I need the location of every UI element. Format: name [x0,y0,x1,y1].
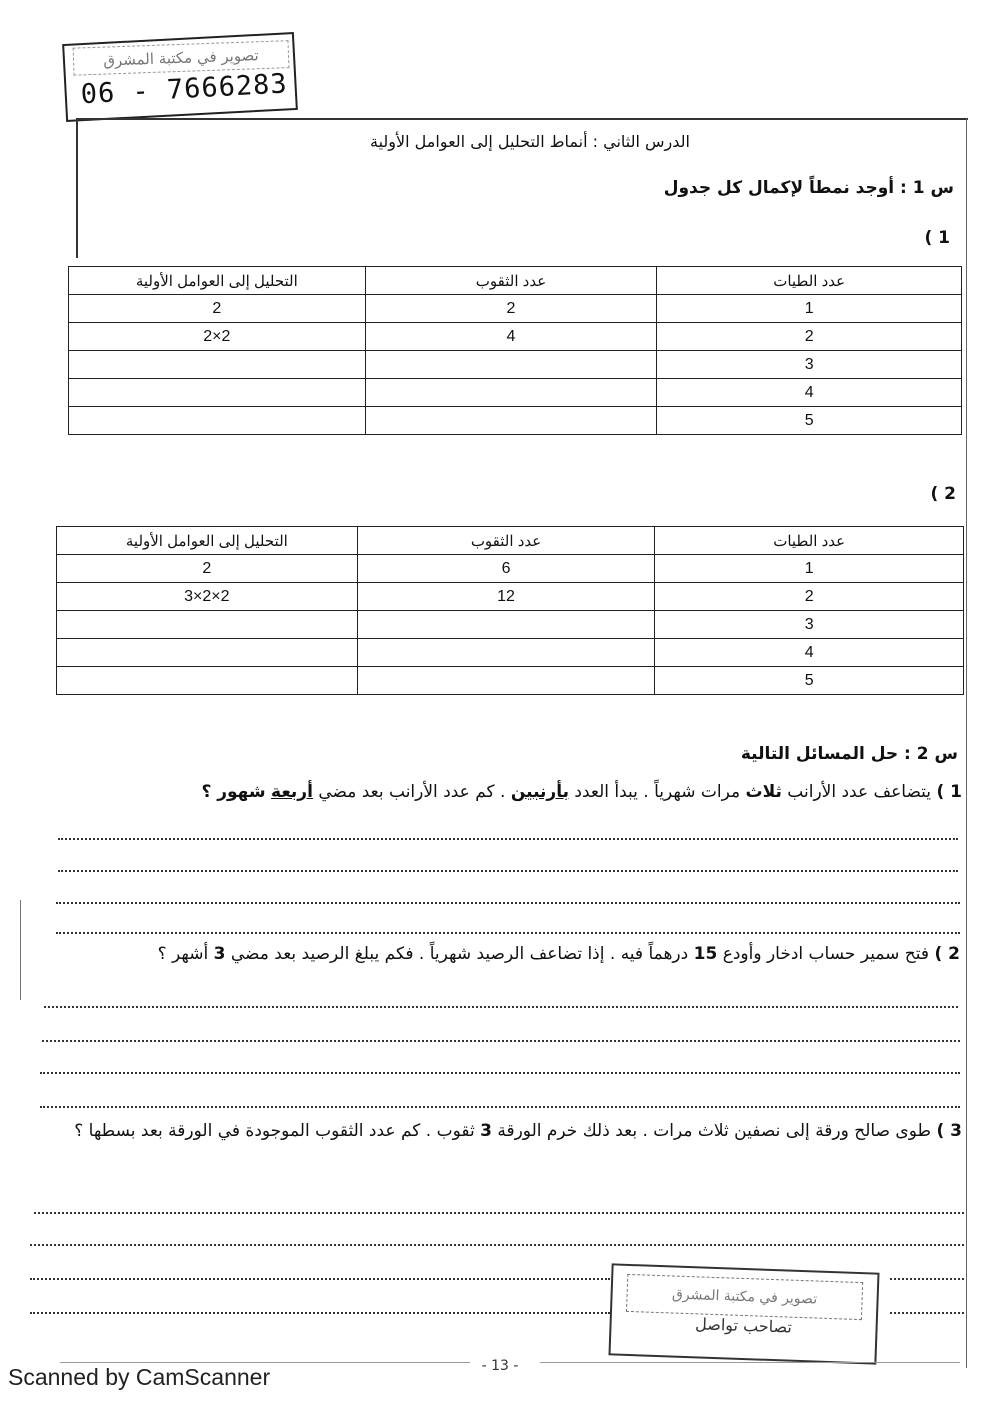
answer-line[interactable] [30,1278,610,1280]
table-2-header-row [57,527,964,555]
table-cell: 4 [655,639,964,667]
problem-text: يتضاعف عدد الأرانب [787,782,932,802]
table-cell: 4 [657,379,962,407]
table-row [69,407,962,435]
table-1 [68,266,962,435]
problem-text: درهماً فيه . إذا تضاعف الرصيد شهرياً . فكم يبلغ الرصيد بعد مضي [230,944,689,964]
answer-line[interactable] [42,1040,960,1042]
problem-text: فتح سمير حساب ادخار وأودع [722,944,930,964]
stamp-library-name: تصوير في مكتبة المشرق [626,1274,863,1320]
table-cell: 2 [657,323,962,351]
answer-line[interactable] [58,870,958,872]
table-cell: التحليل إلى العوامل الأولية [69,267,366,295]
answer-cell[interactable] [365,407,657,435]
table-2 [56,526,964,695]
table-cell: 5 [655,667,964,695]
table-row [69,351,962,379]
table-1-label: 1 ) [924,228,950,248]
table-cell: 2 [365,295,657,323]
table-cell: التحليل إلى العوامل الأولية [57,527,358,555]
problem-text: طوى صالح ورقة إلى نصفين ثلاث مرات . بعد ذلك خرم الورقة [497,1121,932,1141]
table-cell: عدد الطيات [655,527,964,555]
answer-cell[interactable] [69,407,366,435]
problem-text: ثقوب . كم عدد الثقوب الموجودة في الورقة بعد بسطها ؟ [74,1121,475,1141]
frame-top-line [78,118,968,120]
answer-cell[interactable] [57,639,358,667]
problem-number: 1 ) [936,782,962,802]
answer-cell[interactable] [357,611,655,639]
table-cell: 1 [655,555,964,583]
problem-underline: أربعة [271,782,313,802]
answer-cell[interactable] [57,667,358,695]
answer-line[interactable] [34,1212,964,1214]
table-cell: عدد الثقوب [365,267,657,295]
problem-text: مرات شهرياً . يبدأ العدد [574,782,741,802]
page-number: - 13 - [481,1358,519,1374]
answer-cell[interactable] [69,351,366,379]
table-cell: 2×2 [69,323,366,351]
problem-emphasis: شهور ؟ [201,782,266,802]
answer-cell[interactable] [365,351,657,379]
table-cell: 12 [357,583,655,611]
problem-underline: بأرنبين [510,782,569,802]
answer-line[interactable] [40,1072,960,1074]
bottom-stamp [608,1263,879,1364]
answer-cell[interactable] [365,379,657,407]
problem-text: أشهر ؟ [157,944,209,964]
table-cell: عدد الثقوب [357,527,655,555]
table-cell: 3 [657,351,962,379]
problem-3 [40,1110,962,1152]
problem-2 [56,944,960,964]
table-row [57,583,964,611]
table-row [69,379,962,407]
question-2-heading: س 2 : حل المسائل التالية [740,744,958,764]
footer-divider [540,1362,960,1363]
table-cell: 6 [357,555,655,583]
frame-left-line [76,118,78,258]
answer-line[interactable] [44,1006,958,1008]
answer-cell[interactable] [69,379,366,407]
table-2-label: 2 ) [930,484,956,504]
table-cell: 5 [657,407,962,435]
problem-number: 3 ) [936,1121,962,1141]
table-cell: 3 [655,611,964,639]
problem-number: 2 ) [934,944,960,964]
answer-line[interactable] [890,1278,964,1280]
table-row [57,667,964,695]
scanner-watermark: Scanned by CamScanner [8,1364,271,1390]
answer-cell[interactable] [57,611,358,639]
table-row [57,639,964,667]
frame-right-line [966,118,967,1368]
table-cell: 2 [655,583,964,611]
stamp-text: تصاحب تواصل [694,1314,793,1337]
stamp-library-name: تصوير في مكتبة المشرق [73,40,290,76]
table-row [69,323,962,351]
problem-1 [110,782,962,802]
table-cell: 2×2×3 [57,583,358,611]
table-cell: 2 [69,295,366,323]
question-1-heading: س 1 : أوجد نمطاً لإكمال كل جدول [663,178,954,198]
problem-emphasis: 3 [480,1121,492,1141]
problem-emphasis: ثلاث [745,782,782,802]
lesson-title: الدرس الثاني : أنماط التحليل إلى العوامل الأولية [370,132,690,151]
table-1-header-row [69,267,962,295]
frame-left-line-lower [20,900,21,1000]
table-cell: عدد الطيات [657,267,962,295]
answer-line[interactable] [56,932,960,934]
stamp-phone-number: 06 - 7666283 [79,68,289,111]
answer-cell[interactable] [357,639,655,667]
answer-line[interactable] [30,1244,964,1246]
problem-emphasis: 15 [693,944,718,964]
table-row [57,555,964,583]
answer-line[interactable] [58,838,958,840]
table-row [69,295,962,323]
answer-cell[interactable] [357,667,655,695]
footer-divider [60,1362,470,1363]
answer-line[interactable] [30,1312,610,1314]
answer-line[interactable] [40,1106,960,1108]
library-stamp [62,32,298,122]
table-cell: 2 [57,555,358,583]
problem-text: . كم عدد الأرانب بعد مضي [318,782,506,802]
table-cell: 1 [657,295,962,323]
answer-line[interactable] [890,1312,964,1314]
table-cell: 4 [365,323,657,351]
answer-line[interactable] [56,902,960,904]
problem-emphasis: 3 [213,944,226,964]
table-row [57,611,964,639]
